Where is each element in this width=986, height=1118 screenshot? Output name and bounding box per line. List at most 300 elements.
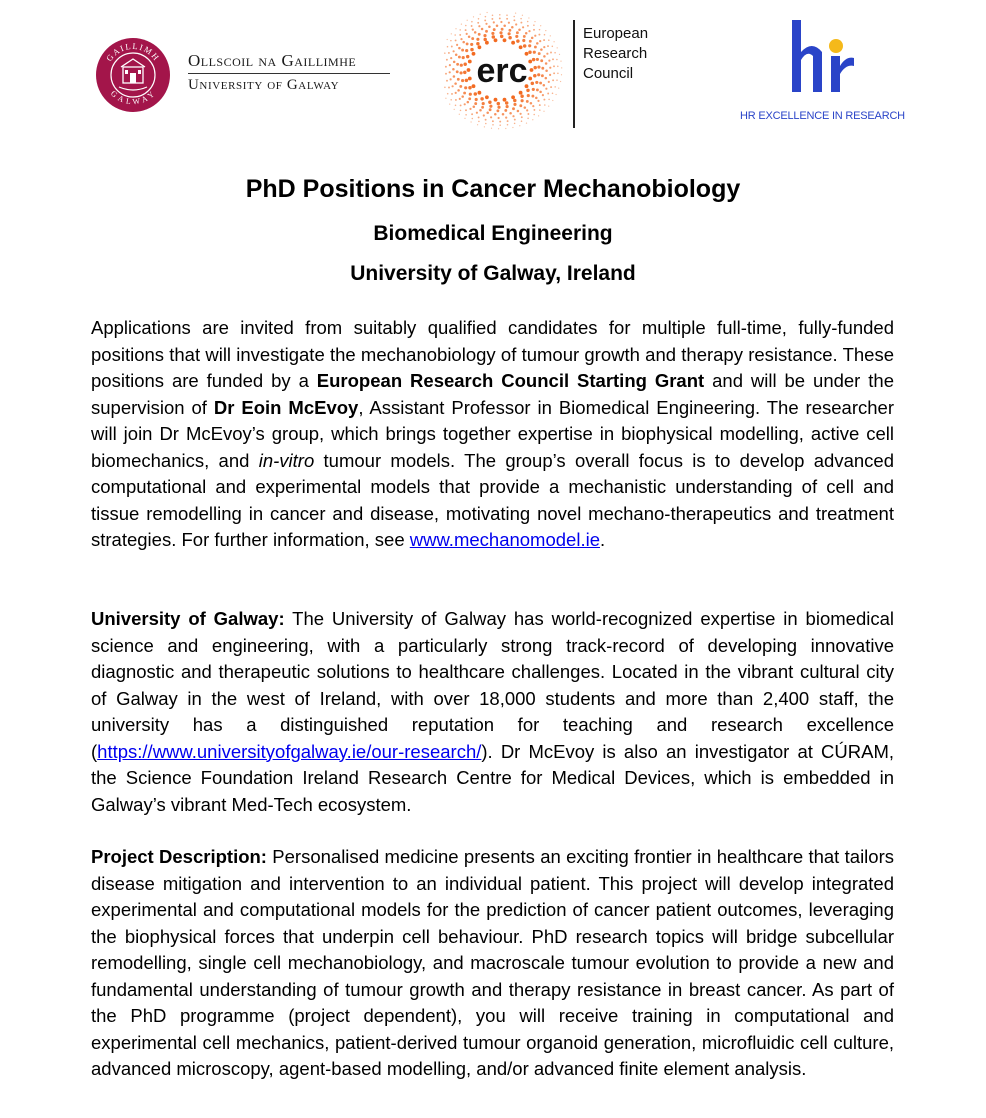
erc-dot <box>515 35 518 38</box>
erc-dot <box>488 26 491 29</box>
erc-dot <box>483 34 486 37</box>
erc-dot <box>460 64 463 67</box>
erc-dot <box>528 51 531 54</box>
erc-dot <box>540 25 541 26</box>
university-research-link[interactable]: https://www.universityofgalway.ie/our-research/ <box>97 740 482 762</box>
erc-dot <box>448 87 450 89</box>
erc-dot <box>530 102 533 105</box>
erc-dot <box>455 99 457 101</box>
erc-dot <box>466 55 469 58</box>
erc-dot <box>468 36 471 39</box>
erc-dot <box>472 118 474 120</box>
erc-dot <box>450 40 452 42</box>
erc-dot <box>485 119 487 121</box>
galway-seal-icon <box>95 37 171 113</box>
erc-dot <box>506 18 508 20</box>
erc-dot <box>548 39 550 41</box>
university-heading: University of Galway: <box>91 608 285 629</box>
erc-dot <box>545 62 548 65</box>
erc-full-name <box>583 24 648 84</box>
erc-dot <box>560 60 561 61</box>
erc-dot <box>511 26 514 29</box>
erc-dot <box>554 52 556 54</box>
erc-dot <box>543 99 545 101</box>
supervisor-name: Dr Eoin McEvoy <box>213 396 359 418</box>
erc-dot <box>461 49 464 52</box>
erc-dot <box>485 23 487 25</box>
erc-dot <box>465 25 467 27</box>
erc-dot <box>471 21 473 23</box>
erc-dot <box>469 93 472 96</box>
erc-dot <box>508 29 511 32</box>
erc-dot <box>473 105 476 108</box>
erc-dot <box>518 28 521 31</box>
erc-dot <box>520 113 522 115</box>
erc-dot <box>508 32 511 35</box>
erc-dot <box>550 86 552 88</box>
erc-dot <box>513 19 515 21</box>
erc-dot <box>530 68 534 72</box>
erc-dot <box>520 94 523 97</box>
erc-dot <box>460 71 463 74</box>
erc-dot <box>464 118 465 119</box>
erc-dot <box>548 99 550 101</box>
erc-dot <box>456 63 459 66</box>
erc-dot <box>456 70 459 73</box>
erc-dot <box>537 73 540 76</box>
erc-dot <box>459 29 461 31</box>
erc-dot-burst-icon <box>442 10 572 132</box>
erc-dot <box>493 21 495 23</box>
erc-dot <box>458 56 461 59</box>
erc-dot <box>445 98 446 99</box>
erc-name-line-3: Council <box>583 65 634 82</box>
erc-dot <box>540 48 543 51</box>
erc-dot <box>527 25 529 27</box>
erc-dot <box>538 52 541 55</box>
erc-dot <box>547 93 549 95</box>
erc-dot <box>485 123 487 125</box>
erc-dot <box>531 37 534 40</box>
erc-dot <box>545 30 546 31</box>
erc-dot <box>454 109 455 110</box>
erc-dot <box>523 35 526 38</box>
erc-dot <box>478 116 480 118</box>
erc-dot <box>543 55 546 58</box>
erc-dot <box>528 60 532 64</box>
erc-dot <box>482 102 485 105</box>
erc-dot <box>485 41 489 45</box>
erc-dot <box>559 54 560 55</box>
erc-dot <box>539 104 541 106</box>
erc-dot <box>534 46 537 49</box>
erc-dot <box>451 46 453 48</box>
erc-dot <box>444 87 446 89</box>
erc-dot <box>451 93 453 95</box>
institution-heading: University of Galway, Ireland <box>350 262 636 285</box>
erc-dot <box>513 99 516 102</box>
erc-dot <box>539 29 541 31</box>
erc-dot <box>489 105 492 108</box>
galway-wordmark <box>188 51 398 94</box>
erc-dot <box>557 66 559 68</box>
erc-dot <box>500 21 502 23</box>
erc-dot <box>465 29 467 31</box>
erc-dot <box>494 113 497 116</box>
erc-dot <box>454 82 457 85</box>
erc-dot <box>523 44 526 47</box>
erc-dot <box>543 111 544 112</box>
erc-dot <box>524 106 527 109</box>
erc-dot <box>552 100 553 101</box>
erc-dot <box>459 98 461 100</box>
university-of-galway-logo <box>95 37 395 113</box>
erc-dot <box>477 22 479 24</box>
erc-dot <box>550 35 551 36</box>
mechanomodel-link[interactable]: www.mechanomodel.ie <box>409 529 600 550</box>
erc-dot <box>552 79 554 81</box>
erc-dot <box>539 91 542 94</box>
erc-dot <box>528 44 531 47</box>
erc-mark: erc <box>476 52 528 90</box>
erc-dot <box>477 124 478 125</box>
erc-dot <box>507 124 509 126</box>
university-paragraph <box>91 606 894 818</box>
erc-dot <box>474 102 477 105</box>
erc-dot <box>465 79 468 82</box>
erc-dot <box>480 97 483 100</box>
erc-dot <box>476 38 479 41</box>
erc-dot <box>447 93 449 95</box>
erc-dot <box>509 112 512 115</box>
erc-dot <box>546 53 548 55</box>
erc-dot <box>513 103 516 106</box>
erc-dot <box>506 14 508 16</box>
erc-dot <box>549 67 551 69</box>
erc-dot <box>466 42 469 45</box>
erc-dot <box>453 61 456 64</box>
erc-dot <box>533 74 536 77</box>
erc-dot <box>468 77 472 81</box>
seal-bottom-text: GALWAY <box>108 88 158 107</box>
erc-dot <box>478 91 482 95</box>
erc-dot <box>470 121 471 122</box>
grant-name: European Research Council Starting Grant <box>316 370 705 391</box>
erc-dot <box>461 23 462 24</box>
erc-dot <box>547 45 549 47</box>
erc-dot <box>528 77 532 81</box>
erc-dot <box>508 22 510 24</box>
erc-dot <box>478 121 480 123</box>
erc-dot <box>446 80 448 82</box>
erc-dot <box>464 86 467 89</box>
erc-dot <box>449 71 451 73</box>
erc-dot <box>531 95 534 98</box>
hr-mark-icon <box>792 16 856 94</box>
erc-dot <box>520 18 522 20</box>
erc-dot <box>455 92 457 94</box>
erc-dot <box>450 78 452 80</box>
erc-dot <box>472 84 476 88</box>
erc-dot <box>461 95 464 98</box>
erc-dot <box>515 23 517 25</box>
erc-dot <box>548 105 549 106</box>
erc-dot <box>485 16 487 18</box>
erc-dot <box>545 70 548 73</box>
erc-dot <box>556 79 558 81</box>
erc-dot <box>536 88 539 91</box>
erc-dot <box>528 30 530 32</box>
erc-dot <box>449 103 450 104</box>
erc-dot <box>445 73 447 75</box>
erc-dot <box>471 37 474 40</box>
erc-dot <box>462 56 465 59</box>
intro-text-2: and will be under the supervision of <box>91 370 894 418</box>
erc-dot <box>553 41 554 42</box>
erc-dot <box>474 92 477 95</box>
erc-dot <box>446 59 448 61</box>
erc-dot <box>484 19 486 21</box>
erc-dot <box>525 32 528 35</box>
erc-dot <box>478 33 481 36</box>
erc-dot <box>505 117 507 119</box>
erc-dot <box>503 98 507 102</box>
erc-dot <box>541 67 544 70</box>
erc-dot <box>553 72 555 74</box>
erc-dot <box>478 25 480 27</box>
erc-dot <box>561 67 562 68</box>
erc-name-line-1: European <box>583 25 649 42</box>
erc-dot <box>463 71 466 74</box>
erc-dot <box>473 16 474 17</box>
erc-dot <box>526 100 529 103</box>
erc-divider <box>573 20 575 128</box>
erc-dot <box>453 75 456 78</box>
erc-dot <box>536 58 539 61</box>
erc-dot <box>463 63 466 66</box>
erc-dot <box>512 107 515 110</box>
erc-dot <box>486 12 487 13</box>
erc-dot <box>544 34 546 36</box>
erc-dot <box>475 98 478 101</box>
erc-dot <box>485 95 489 99</box>
erc-dot <box>554 86 556 88</box>
erc-dot <box>558 87 559 88</box>
erc-dot <box>533 66 536 69</box>
erc-dot <box>491 32 494 35</box>
department-heading: Biomedical Engineering <box>373 222 613 245</box>
erc-dot <box>459 114 460 115</box>
erc-dot <box>499 17 501 19</box>
erc-dot <box>506 105 509 108</box>
erc-dot <box>526 109 528 111</box>
erc-dot <box>511 95 515 99</box>
erc-dot <box>450 99 452 101</box>
erc-dot <box>490 116 492 118</box>
erc-dot <box>483 38 486 41</box>
erc-dot <box>448 52 450 54</box>
erc-dot <box>459 34 461 36</box>
erc-dot <box>521 99 524 102</box>
erc-dot <box>493 28 496 31</box>
erc-dot <box>468 60 472 64</box>
erc-dot <box>496 24 499 27</box>
galway-english-name: University of Galway <box>188 77 340 93</box>
erc-dot <box>476 42 479 45</box>
erc-dot <box>455 28 456 29</box>
erc-dot <box>486 112 489 115</box>
erc-dot <box>517 110 520 113</box>
erc-dot <box>533 114 535 116</box>
erc-dot <box>462 41 465 44</box>
erc-dot <box>496 109 499 112</box>
erc-dot <box>539 109 541 111</box>
erc-dot <box>453 50 455 52</box>
erc-dot <box>470 48 473 51</box>
erc-dot <box>452 68 455 71</box>
erc-dot <box>507 120 509 122</box>
erc-dot <box>488 100 491 103</box>
project-paragraph <box>91 844 894 1083</box>
erc-dot <box>553 65 555 67</box>
erc-dot <box>552 93 554 95</box>
erc-dot <box>455 54 458 57</box>
erc-dot <box>545 77 548 80</box>
erc-dot <box>485 30 488 33</box>
erc-dot <box>465 114 467 116</box>
erc-dot <box>512 115 514 117</box>
erc-dot <box>471 25 473 27</box>
erc-dot <box>560 81 561 82</box>
erc-dot <box>533 51 536 54</box>
erc-dot <box>516 31 519 34</box>
erc-dot <box>445 66 447 68</box>
erc-dot <box>467 20 468 21</box>
project-heading: Project Description: <box>91 846 267 867</box>
erc-dot <box>552 46 554 48</box>
erc-dot <box>476 112 478 114</box>
erc-dot <box>513 16 515 18</box>
erc-dot <box>465 109 467 111</box>
erc-dot <box>522 39 525 42</box>
erc-dot <box>454 34 456 36</box>
erc-dot <box>502 113 505 116</box>
erc-dot <box>481 28 484 31</box>
erc-dot <box>539 82 542 85</box>
erc-dot <box>515 12 516 13</box>
erc-dot <box>459 85 462 88</box>
erc-name-line-2: Research <box>583 45 648 62</box>
erc-dot <box>543 39 545 41</box>
erc-dot <box>521 120 523 122</box>
erc-dot <box>512 127 513 128</box>
erc-dot <box>456 44 458 46</box>
erc-dot <box>534 21 535 22</box>
seal-top-text: GAILLIMH <box>103 40 163 64</box>
erc-dot <box>455 105 457 107</box>
erc-dot <box>492 35 495 38</box>
erc-dot <box>469 108 471 110</box>
erc-dot <box>535 81 538 84</box>
erc-dot <box>492 15 494 17</box>
erc-dot <box>557 47 558 48</box>
erc-dot <box>497 102 500 105</box>
erc-dot <box>539 40 541 42</box>
erc-dot <box>555 94 556 95</box>
wordmark-divider <box>188 73 390 74</box>
erc-dot <box>534 35 536 37</box>
erc-dot <box>484 126 485 127</box>
erc-dot <box>519 45 523 49</box>
erc-dot <box>447 46 449 48</box>
erc-dot <box>472 29 474 31</box>
erc-dot <box>505 128 506 129</box>
erc-dot <box>561 74 562 75</box>
erc-dot <box>522 15 523 16</box>
erc-dot <box>461 79 464 82</box>
erc-dot <box>494 98 498 102</box>
erc-dot <box>548 60 550 62</box>
erc-dot <box>468 86 471 89</box>
erc-dot <box>470 43 473 46</box>
erc-dot <box>499 31 502 34</box>
erc-dot <box>520 22 522 24</box>
erc-dot <box>478 45 482 49</box>
erc-dot <box>504 109 507 112</box>
erc-dot <box>543 84 546 87</box>
erc-dot <box>527 21 529 23</box>
galway-irish-name: Ollscoil na Gaillimhe <box>188 51 357 70</box>
erc-dot <box>537 66 540 69</box>
erc-dot <box>489 108 492 111</box>
erc-dot <box>452 85 454 87</box>
project-text: Personalised medicine presents an exciting frontier in healthcare that tailors disease mitigation and intervention to an individual patient. This project will develop integrated experimental and computational models for the prediction of cancer patient outcomes, leveraging the biophysical forces that underpin cell behaviour. PhD research topics will bridge subcellular remodelling, single cell mechanobiology, and macroscale tumour evolution to provide a new and fundamental understanding of tumour growth and therapy resistance in breast cancer. As part of the PhD programme (project dependent), you will receive training in computational and experimental cell mechanics, patient-derived tumour organoid generation, microfluidic cell culture, advanced microscopy, agent-based modelling, and/or advanced finite element analysis. <box>91 846 894 1079</box>
erc-dot <box>464 103 466 105</box>
erc-dot <box>533 29 535 31</box>
erc-dot <box>535 97 538 100</box>
erc-dot <box>474 31 477 34</box>
university-text-1: The University of Galway has world-recognized expertise in biomedical science and engineering, with a particularly strong track-record of developing innovative diagnostic and therapeutic solutions to healthcare challenges. Located in the vibrant cultural city of Galway in the west of Ireland, with over 18,000 students and more than 2,400 staff, the university has a distinguished reputation for teaching and research excellence ( <box>91 608 894 762</box>
erc-dot <box>516 39 519 42</box>
erc-dot <box>499 121 501 123</box>
erc-dot <box>528 17 529 18</box>
erc-dot <box>538 115 539 116</box>
intro-text-1: Applications are invited from suitably qualified candidates for multiple full-time, fully-funded positions that will investigate the mechanobiology of tumour growth and therapy resistance. These positions are funded by a <box>91 317 894 391</box>
erc-dot <box>548 81 550 83</box>
erc-dot <box>511 41 515 45</box>
erc-dot <box>451 33 452 34</box>
erc-logo <box>442 10 662 132</box>
erc-dot <box>497 106 500 109</box>
erc-dot <box>514 123 516 125</box>
erc-dot <box>501 28 504 31</box>
erc-dot <box>532 105 534 107</box>
erc-dot <box>457 78 460 81</box>
erc-dot <box>460 110 462 112</box>
erc-dot <box>514 119 516 121</box>
erc-dot <box>540 59 543 62</box>
erc-dot <box>467 68 471 72</box>
hr-caption: HR EXCELLENCE IN RESEARCH <box>740 110 905 122</box>
erc-dot <box>529 40 532 43</box>
erc-dot <box>541 74 544 77</box>
erc-dot <box>499 14 501 16</box>
erc-dot <box>465 49 468 52</box>
university-text-2: ). Dr McEvoy is also an investigator at CÚRAM, the Science Foundation Ireland Research Centre for Medical Devices, which is embedded in Galway’s vibrant Med-Tech ecosystem. <box>91 740 894 815</box>
erc-dot <box>494 38 498 42</box>
erc-dot <box>533 109 535 111</box>
erc-dot <box>481 106 484 109</box>
